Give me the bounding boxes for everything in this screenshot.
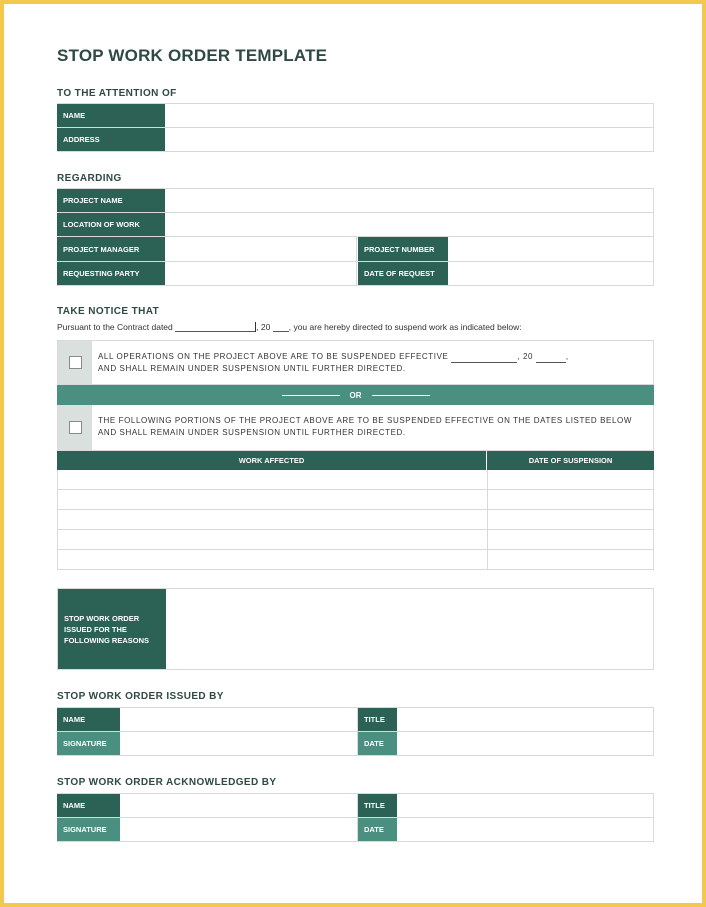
or-divider [57, 385, 654, 405]
ack-name-field[interactable] [120, 794, 358, 817]
option-portions-check-column [58, 405, 92, 450]
option-portions-line2: AND SHALL REMAIN UNDER SUSPENSION UNTIL FURTHER DIRECTED. [98, 428, 406, 437]
table-row[interactable] [57, 510, 654, 530]
attention-grid [57, 103, 654, 152]
project-name-field[interactable] [165, 189, 654, 212]
ack-signature-field[interactable] [120, 818, 358, 841]
attention-name-row [57, 103, 654, 128]
all-operations-checkbox[interactable] [69, 356, 82, 369]
issued-name-label: NAME [57, 708, 120, 731]
effective-year-blank[interactable] [536, 362, 566, 363]
notice-heading: TAKE NOTICE THAT [57, 306, 160, 317]
attention-heading: TO THE ATTENTION OF [57, 88, 177, 99]
ack-title-field[interactable] [397, 794, 654, 817]
table-row[interactable] [57, 490, 654, 510]
effective-date-blank[interactable] [451, 362, 517, 363]
regarding-heading: REGARDING [57, 173, 122, 184]
ack-signature-row [57, 818, 654, 842]
requesting-party-label: REQUESTING PARTY [57, 262, 165, 285]
option-portions [57, 405, 654, 451]
attention-name-field[interactable] [165, 104, 654, 127]
or-dash-left [282, 395, 340, 396]
option-all-line1: ALL OPERATIONS ON THE PROJECT ABOVE ARE TO BE SUSPENDED EFFECTIVE [98, 352, 449, 361]
project-number-label: PROJECT NUMBER [358, 237, 448, 261]
option-all-line2: AND SHALL REMAIN UNDER SUSPENSION UNTIL FURTHER DIRECTED. [98, 364, 406, 373]
ack-date-field[interactable] [397, 818, 654, 841]
pursuant-line [57, 322, 522, 332]
issued-name-field[interactable] [120, 708, 358, 731]
acknowledged-by-heading: STOP WORK ORDER ACKNOWLEDGED BY [57, 777, 277, 788]
project-number-field[interactable] [448, 237, 654, 261]
option-all-operations [57, 340, 654, 385]
col-work-affected: WORK AFFECTED [238, 456, 305, 465]
col-date-of-suspension: DATE OF SUSPENSION [528, 456, 613, 465]
option-all-check-column [58, 341, 92, 384]
document-page [4, 4, 702, 903]
issued-title-field[interactable] [397, 708, 654, 731]
date-of-request-label: DATE OF REQUEST [358, 262, 448, 285]
or-dash-right [372, 395, 430, 396]
manager-label: PROJECT MANAGER [57, 237, 165, 261]
issued-date-field[interactable] [397, 732, 654, 755]
location-label: LOCATION OF WORK [57, 213, 165, 236]
attention-address-field[interactable] [165, 128, 654, 151]
work-table-header [57, 451, 654, 470]
reasons-field[interactable] [166, 589, 653, 669]
ack-signature-label: SIGNATURE [57, 818, 120, 841]
ack-date-label: DATE [358, 818, 397, 841]
attention-address-label: ADDRESS [57, 128, 165, 151]
page-title: STOP WORK ORDER TEMPLATE [57, 46, 328, 65]
work-affected-table [57, 451, 654, 570]
option-all-mid: , 20 [517, 352, 534, 361]
issued-by-grid [57, 707, 654, 756]
attention-name-label: NAME [57, 104, 165, 127]
issued-signature-field[interactable] [120, 732, 358, 755]
pursuant-prefix: Pursuant to the Contract dated [57, 322, 173, 332]
issued-signature-row [57, 732, 654, 756]
pursuant-mid: , 20 [256, 322, 271, 332]
or-label: OR [349, 390, 362, 400]
contract-year-blank[interactable] [273, 331, 289, 332]
regarding-grid [57, 188, 654, 286]
ack-title-label: TITLE [358, 794, 397, 817]
contract-date-blank[interactable] [175, 331, 255, 332]
reasons-box [57, 588, 654, 670]
reasons-label: STOP WORK ORDER ISSUED FOR THE FOLLOWING REASONS [58, 589, 166, 669]
location-field[interactable] [165, 213, 654, 236]
project-name-label: PROJECT NAME [57, 189, 165, 212]
issued-by-heading: STOP WORK ORDER ISSUED BY [57, 691, 224, 702]
ack-name-row [57, 793, 654, 818]
table-row[interactable] [57, 470, 654, 490]
project-name-row [57, 188, 654, 213]
issued-date-label: DATE [358, 732, 397, 755]
portions-checkbox[interactable] [69, 421, 82, 434]
issued-signature-label: SIGNATURE [57, 732, 120, 755]
date-of-request-field[interactable] [448, 262, 654, 285]
table-row[interactable] [57, 550, 654, 570]
location-row [57, 213, 654, 237]
ack-name-label: NAME [57, 794, 120, 817]
requesting-row [57, 262, 654, 286]
manager-field[interactable] [165, 237, 357, 261]
issued-name-row [57, 707, 654, 732]
pursuant-suffix: , you are hereby directed to suspend work as indicated below: [288, 322, 522, 332]
option-all-text: ALL OPERATIONS ON THE PROJECT ABOVE ARE TO BE SUSPENDED EFFECTIVE , 20 , AND SHALL REMAIN UNDER SUSPENSION UNTIL FURTHER DIRECTED. [98, 352, 569, 373]
option-portions-text [98, 415, 645, 439]
issued-title-label: TITLE [358, 708, 397, 731]
requesting-party-field[interactable] [165, 262, 357, 285]
table-row[interactable] [57, 530, 654, 550]
option-portions-line1: THE FOLLOWING PORTIONS OF THE PROJECT ABOVE ARE TO BE SUSPENDED EFFECTIVE ON THE DATES LISTED BELOW [98, 416, 633, 425]
attention-address-row [57, 128, 654, 152]
manager-row [57, 237, 654, 262]
acknowledged-by-grid [57, 793, 654, 842]
